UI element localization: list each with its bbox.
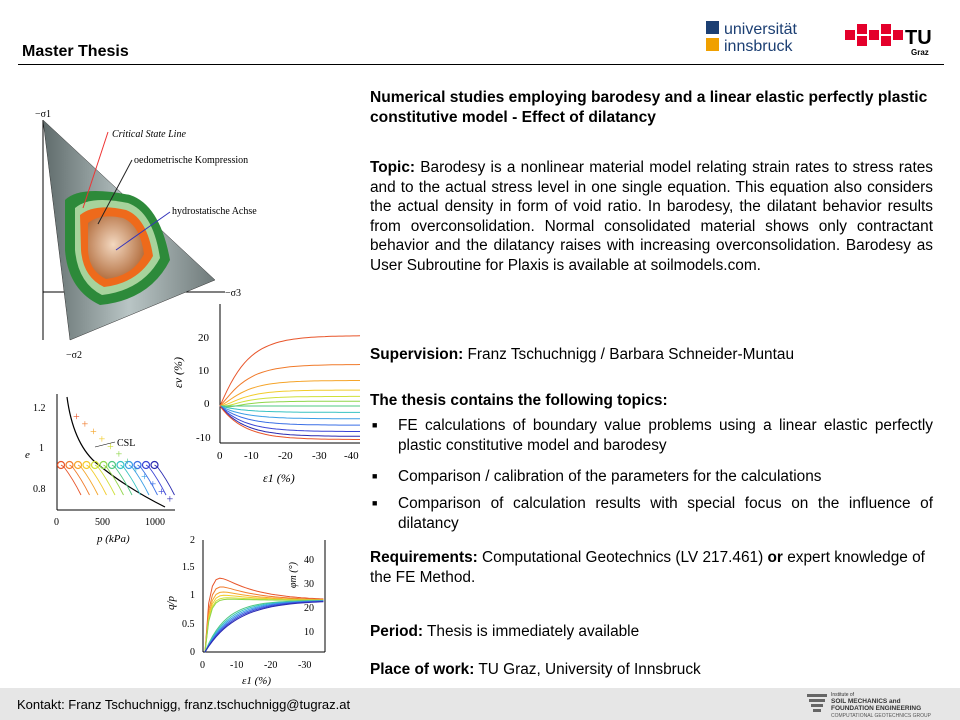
uni-logo-line1: universität (724, 21, 797, 38)
fig3-xtick: 0 (54, 517, 59, 528)
fig2-xtick: -10 (244, 450, 259, 462)
topic-paragraph (370, 158, 933, 275)
fig2-curve (220, 365, 360, 407)
header-divider (18, 64, 944, 65)
fig4-xtick: 0 (200, 660, 205, 671)
fig2-xtick: -40 (344, 450, 359, 462)
list-item-text: Comparison of calculation results with special focus on the influence of dilatancy (398, 495, 933, 532)
fig3-end-marker: + (81, 416, 89, 431)
fig4-curve (205, 587, 323, 652)
bullet-icon: ■ (372, 471, 378, 481)
requirements-text: Computational Geotechnics (LV 217.461) (477, 549, 768, 566)
tu-graz-logo (845, 24, 939, 58)
fig2-ytick: 10 (198, 365, 209, 377)
fig3-curve (61, 465, 81, 495)
fig2-y-label: εv (%) (171, 356, 185, 388)
fig2-x-label: ε1 (%) (263, 471, 295, 485)
fig4-xtick: -30 (298, 660, 312, 671)
thesis-heading: Numerical studies employing barodesy and a linear elastic perfectly plastic constitutive model - Effect of dilatancy (370, 89, 928, 126)
oedometric-label: oedometrische Kompression (134, 155, 249, 166)
fig3-end-marker: + (73, 409, 80, 423)
period-text: Thesis is immediately available (423, 623, 640, 640)
ism-line3: FOUNDATION ENGINEERING (831, 705, 922, 712)
fig2-ytick: 20 (198, 332, 209, 344)
ism-line1: Institute of (831, 692, 855, 698)
fig3-xtick: 500 (95, 517, 110, 528)
fig3-curves (58, 409, 175, 506)
sigma1-label: −σ1 (35, 109, 52, 120)
period-label: Period: (370, 623, 424, 640)
fig3-end-marker: + (158, 484, 165, 498)
fig4-ytick: 0 (190, 647, 195, 658)
supervision-text: Franz Tschuchnigg / Barbara Schneider-Muntau (463, 346, 795, 363)
fig3-end-marker: + (166, 491, 174, 506)
fig4-y-label: q/p (165, 595, 177, 610)
uni-logo-square-blue (706, 21, 719, 34)
fig2-curves (220, 336, 360, 440)
list-item-text: FE calculations of boundary value problems using a linear elastic perfectly plastic constitutive model and barodesy (398, 417, 933, 454)
fig3-xtick: 1000 (145, 517, 165, 528)
fig3-end-marker: + (141, 469, 148, 483)
fig3-end-marker: + (98, 431, 106, 446)
fig4-x-label: ε1 (%) (242, 675, 272, 687)
fig3-csl-label: CSL (117, 438, 136, 449)
fig2-curve (220, 406, 360, 425)
list-item (370, 467, 933, 487)
fig2-curve (220, 406, 360, 412)
fig3-end-marker: + (124, 454, 131, 468)
bullet-icon: ■ (372, 420, 378, 430)
university-innsbruck-logo (706, 20, 826, 54)
fig4-y2tick: 40 (304, 555, 314, 566)
fig3-end-marker: + (132, 461, 140, 476)
volumetric-strain-plot (160, 298, 365, 490)
sigma3-label: −σ3 (225, 288, 242, 299)
bullet-icon: ■ (372, 498, 378, 508)
fig3-end-marker: + (90, 424, 97, 438)
fig3-ytick: 1.2 (33, 403, 46, 414)
hydrostatic-label: hydrostatische Achse (172, 206, 257, 217)
fig4-ytick: 0.5 (182, 619, 195, 630)
fig4-ytick: 2 (190, 535, 195, 546)
fig2-ytick: -10 (196, 432, 211, 444)
fig4-ytick: 1.5 (182, 562, 195, 573)
soil-mechanics-institute-logo (805, 688, 955, 720)
tu-graz-logo-mark (845, 24, 903, 46)
fig4-xtick: -20 (264, 660, 278, 671)
fig2-ytick: 0 (204, 398, 210, 410)
uni-logo-line2: innsbruck (724, 38, 793, 54)
topic-text: Barodesy is a nonlinear material model relating strain rates to stress rates and to the actual stress level in one single equation. This equation also considers the actual density in form of void ratio. In barodesy, the dilatant behavior results from overconsolidation. Normal consolidated material shows only contractant behavior and the dilatancy raises with increasing overconsolidation. Barodesy as User Subroutine for Plaxis is available at soilmodels.com. (370, 159, 933, 274)
critical-state-label: Critical State Line (112, 129, 186, 140)
institute-emblem-icon (807, 694, 827, 712)
fig3-ytick: 0.8 (33, 484, 46, 495)
list-item (370, 494, 933, 534)
requirements-text2: expert knowledge of the FE Method. (370, 549, 925, 586)
ism-line4: COMPUTATIONAL GEOTECHNICS GROUP (831, 713, 931, 719)
supervision-line (370, 345, 933, 365)
stress-ratio-plot (160, 530, 335, 690)
list-item (370, 416, 933, 456)
fig3-end-marker: + (115, 446, 123, 461)
page-title: Master Thesis (22, 43, 129, 60)
uni-logo-square-orange (706, 38, 719, 51)
void-ratio-plot (25, 392, 180, 547)
tu-logo-sub: Graz (911, 48, 929, 57)
place-of-work-line (370, 660, 933, 680)
contact-text: Kontakt: Franz Tschuchnigg, franz.tschuchnigg@tugraz.at (17, 697, 351, 712)
fig2-xtick: -20 (278, 450, 293, 462)
requirements-or: or (767, 549, 783, 566)
fig3-x-label: p (kPa) (97, 533, 130, 545)
sigma2-label: −σ2 (66, 350, 83, 361)
fig4-xtick: -10 (230, 660, 244, 671)
ism-line2: SOIL MECHANICS and (831, 698, 901, 705)
fig4-y2tick: 30 (304, 579, 314, 590)
list-item-text: Comparison / calibration of the parameters for the calculations (398, 468, 822, 485)
fig3-end-marker: + (149, 476, 157, 491)
requirements-label: Requirements: (370, 549, 478, 566)
fig3-y-label: e (25, 449, 30, 461)
place-label: Place of work: (370, 661, 475, 678)
fig2-curve (220, 336, 360, 406)
tu-logo-text: TU (905, 27, 932, 49)
fig3-ytick: 1 (39, 443, 44, 454)
place-text: TU Graz, University of Innsbruck (474, 661, 701, 678)
fig4-y2-label: φm (°) (288, 562, 299, 588)
fig4-y2tick: 10 (304, 627, 314, 638)
fig2-xtick: 0 (217, 450, 223, 462)
supervision-label: Supervision: (370, 346, 464, 363)
fig3-end-marker: + (107, 439, 114, 453)
topic-label: Topic: (370, 159, 416, 176)
fig4-ytick: 1 (190, 590, 195, 601)
fig2-xtick: -30 (312, 450, 327, 462)
requirements-line (370, 548, 933, 587)
fig4-y2tick: 20 (304, 603, 314, 614)
period-line (370, 622, 933, 642)
topics-heading: The thesis contains the following topics: (370, 392, 668, 409)
